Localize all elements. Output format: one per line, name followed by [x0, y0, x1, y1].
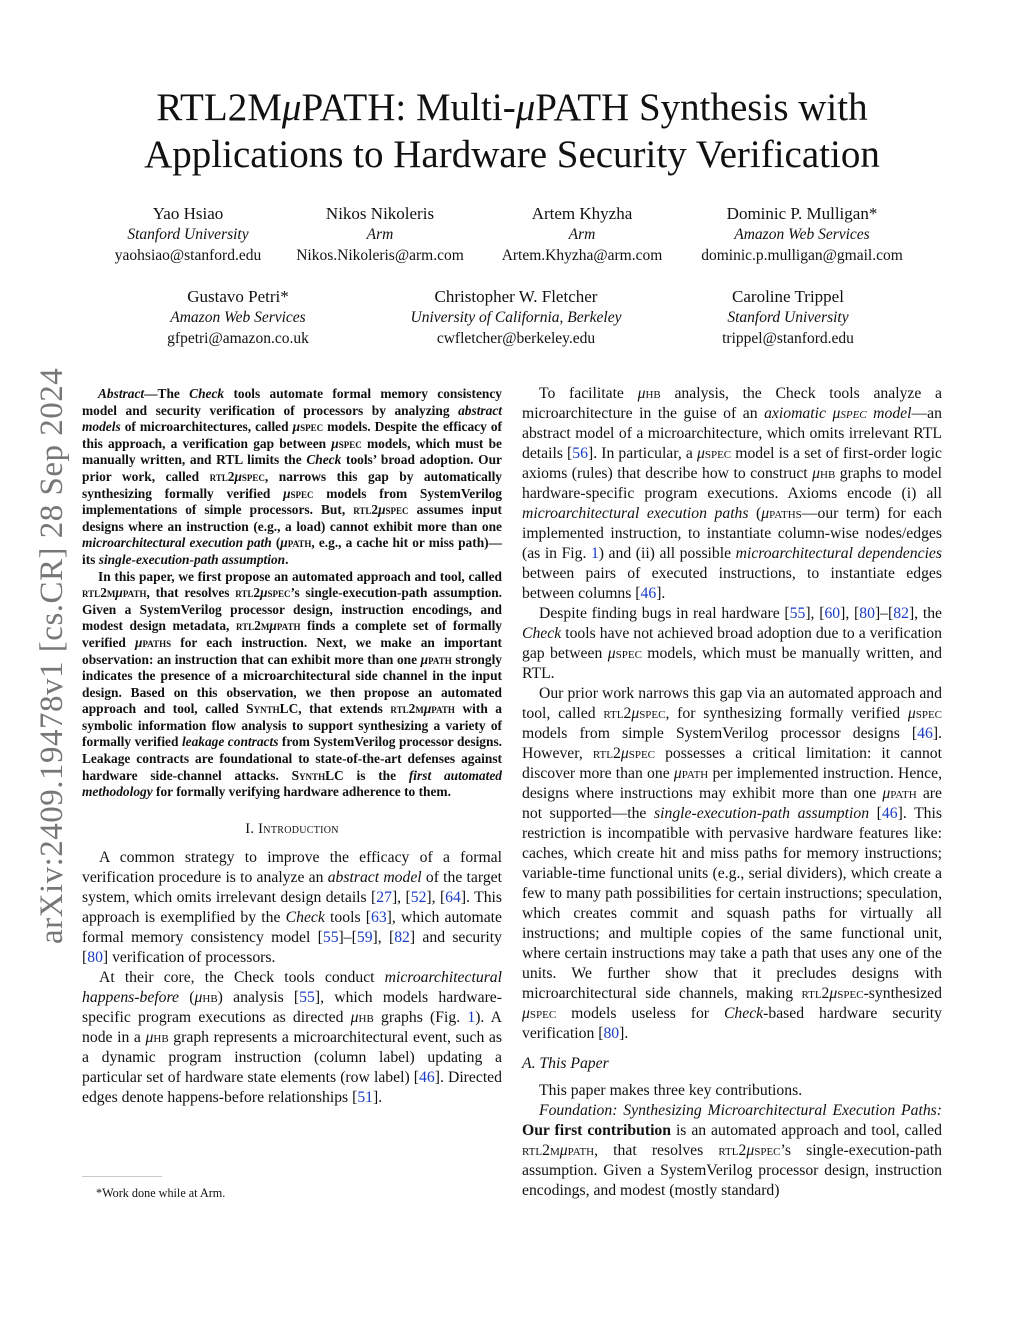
author-affiliation: Amazon Web Services	[170, 309, 306, 326]
author-email[interactable]: yaohsiao@stanford.edu	[114, 247, 262, 264]
author-block	[138, 286, 338, 349]
author-affiliation: Arm	[568, 226, 596, 243]
author-block	[482, 203, 682, 266]
title-multi: : Multi-	[395, 86, 516, 129]
right-column	[522, 384, 942, 1201]
title-mu: μ	[281, 86, 302, 129]
paper-title	[110, 84, 914, 178]
abstract-paragraph-2: In this paper, we first propose an automated approach and tool, called rtl2mμpath, that resolves rtl2μspec’s single-execution-path assumption. Given a SystemVerilog processor design, instruction encodings, and modest design metadata, rtl2mμpath finds a complete set of formally verified μpaths for each instruction. Next, we make an important observation: an instruction that can exhibit more than one μpath strongly indicates the presence of a microarchitectural side channel in the input design. Based on this observation, we then propose an automated approach and tool, called SynthLC, that extends rtl2mμpath with a symbolic information flow analysis to support synthesizing a variety of formally verified leakage contracts from SystemVerilog processor designs. Leakage contracts are foundational to state-of-the-art defenses against hardware side-channel attacks. SynthLC is the first automated methodology for formally verifying hardware adherence to them.	[82, 568, 503, 800]
subsection-heading-this-paper: A. This Paper	[522, 1055, 609, 1072]
author-affiliation: University of California, Berkeley	[410, 309, 622, 326]
author-name: Christopher W. Fletcher	[434, 287, 598, 306]
author-name: Yao Hsiao	[152, 204, 224, 223]
intro-paragraph-2: At their core, the Check tools conduct microarchitectural happens-before (μhb) analysis [55], which models hardware-specific program executions as directed μhb graphs (Fig. 1). A node in a μhb graph represents a microarchitectural event, such as a dynamic program instruction (column label) updating a particular set of hardware state elements (row label) [46]. Directed edges denote happens-before relationships [51].	[82, 968, 503, 1106]
intro-paragraph-3: To facilitate μhb analysis, the Check tools analyze a microarchitecture in the guise of an axiomatic μspec model—an abstract model of a microarchitecture, which omits irrelevant RTL details [56]. In particular, a μspec model is a set of first-order logic axioms (rules) that describe how to construct μhb graphs to model hardware-specific program executions. Axioms encode (i) all microarchitectural execution paths (μpaths—our term) for each implemented instruction, to instantiate column-wise nodes/edges (as in Fig. 1) and (ii) all possible microarchitectural dependencies between pairs of executed instructions, to instantiate edges between columns [46].	[522, 385, 942, 602]
contrib-paragraph-1: Foundation: Synthesizing Microarchitectural Execution Paths: Our first contribution is an automated approach and tool, called rtl2mμpath, that resolves rtl2μspec’s single-execution-path assumption. Given a SystemVerilog processor design, instruction encodings, and modest (mostly standard)	[522, 1102, 942, 1199]
author-block	[376, 286, 656, 349]
title-mu-2: μ	[515, 86, 536, 129]
arxiv-stamp: arXiv:2409.19478v1 [cs.CR] 28 Sep 2024	[34, 367, 70, 944]
author-affiliation: Stanford University	[127, 226, 249, 243]
footnote-rule	[82, 1176, 162, 1177]
footnote: *Work done while at Arm.	[96, 1186, 226, 1200]
author-affiliation: Stanford University	[727, 309, 849, 326]
author-name: Dominic P. Mulligan*	[726, 204, 878, 223]
intro-paragraph-1: A common strategy to improve the efficacy of a formal verification procedure is to analyze an abstract model of the target system, which omits irrelevant design details [27], [52], [64]. This approach is exemplified by the Check tools [63], which automate formal memory consistency model [55]–[59], [82] and security [80] verification of processors.	[82, 848, 503, 966]
author-email[interactable]: dominic.p.mulligan@gmail.com	[701, 247, 903, 264]
author-email[interactable]: trippel@stanford.edu	[722, 330, 854, 347]
left-column	[82, 386, 502, 1108]
author-block	[688, 286, 888, 349]
author-block	[88, 203, 288, 266]
author-email[interactable]: Nikos.Nikoleris@arm.com	[296, 247, 464, 264]
author-name: Artem Khyzha	[531, 204, 633, 223]
author-email[interactable]: cwfletcher@berkeley.edu	[436, 330, 596, 347]
contrib-intro: This paper makes three key contributions.	[539, 1082, 803, 1099]
title-path-2: PATH	[535, 86, 630, 129]
intro-paragraph-4: Despite finding bugs in real hardware [55], [60], [80]–[82], the Check tools have not achieved broad adoption due to a verification gap between μspec models, which must be manually written, and RTL.	[522, 605, 943, 682]
title-rtl2m: RTL2M	[156, 86, 282, 129]
author-email[interactable]: gfpetri@amazon.co.uk	[167, 330, 309, 347]
title-line-2: Applications to Hardware Security Verification	[144, 133, 880, 176]
author-affiliation: Arm	[366, 226, 394, 243]
section-heading-introduction: I. Introduction	[245, 820, 339, 837]
author-block	[684, 203, 920, 266]
title-path: PATH	[301, 86, 396, 129]
title-synthesis: Synthesis with	[629, 86, 868, 129]
author-affiliation: Amazon Web Services	[734, 226, 870, 243]
author-name: Gustavo Petri*	[187, 287, 289, 306]
author-name: Caroline Trippel	[732, 287, 844, 306]
author-block	[280, 203, 480, 266]
author-name: Nikos Nikoleris	[325, 204, 435, 223]
intro-paragraph-5: Our prior work narrows this gap via an automated approach and tool, called rtl2μspec, for synthesizing formally verified μspec models from simple SystemVerilog processor designs [46]. However, rtl2μspec possesses a critical limitation: it cannot discover more than one μpath per implemented instruction. Hence, designs where instructions may exhibit more than one μpath are not supported—the single-execution-path assumption [46]. This restriction is incompatible with pervasive hardware features like: caches, which create hit and miss paths for memory instructions; variable-time functional units (e.g., serial dividers), which create a few to many path possibilities for certain instructions; speculation, which creates commit and squash paths for virtually all instructions; and multiple copies of the same functional unit, where certain instructions may take a path that uses any one of the units. We further show that it precludes designs with microarchitectural side channels, making rtl2μspec-synthesized μspec models useless for Check-based hardware security verification [80].	[522, 685, 942, 1042]
abstract-paragraph-1: Abstract—The Check tools automate formal memory consistency model and security verification of processors by analyzing abstract models of microarchitectures, called μspec models. Despite the efficacy of this approach, a verification gap between μspec models, which must be manually written, and RTL limits the Check tools’ broad adoption. Our prior work, called rtl2μspec, narrows this gap by automatically synthesizing formally verified μspec models from SystemVerilog implementations of simple processors. But, rtl2μspec assumes input designs where an instruction (e.g., a load) cannot exhibit more than one microarchitectural execution path (μpath, e.g., a cache hit or miss path)—its single-execution-path assumption.	[82, 386, 503, 567]
author-email[interactable]: Artem.Khyzha@arm.com	[501, 247, 663, 264]
